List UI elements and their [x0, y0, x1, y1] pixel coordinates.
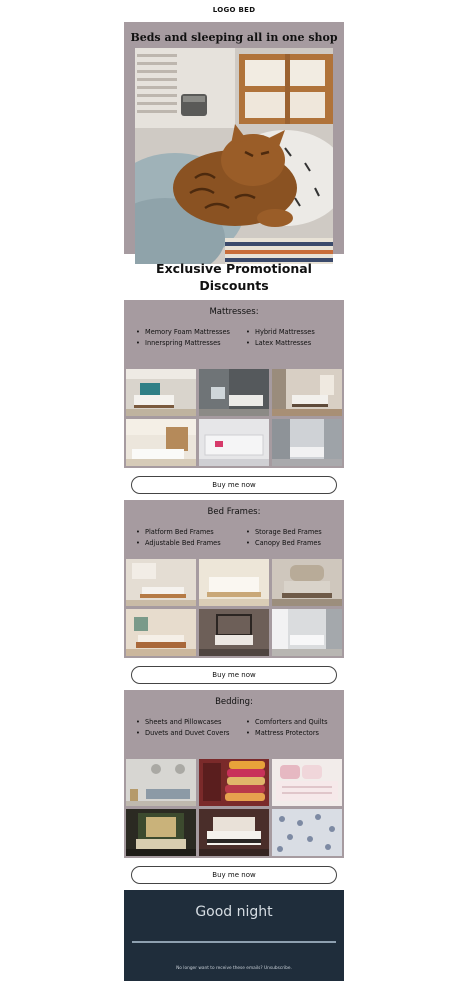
mattress-photo [199, 369, 269, 416]
list-item: • Latex Mattresses [246, 338, 342, 349]
list-item: • Memory Foam Mattresses [136, 327, 234, 338]
bed-frame-photo [126, 609, 196, 656]
bed-frames-list-right [246, 527, 342, 548]
hero-banner [124, 22, 344, 254]
mattresses-buy-button[interactable]: Buy me now [131, 476, 337, 494]
unsubscribe-link[interactable]: No longer want to receive these emails? Unsubscribe. [176, 966, 292, 971]
hero-cat-image [135, 48, 333, 264]
promo-heading-line2: Discounts [199, 278, 269, 293]
bedding-section [124, 690, 344, 858]
list-item: • Sheets and Pillowcases [136, 717, 234, 728]
bedding-photo [126, 759, 196, 806]
mattresses-list-right [246, 327, 342, 348]
bed-frames-section [124, 500, 344, 658]
mattresses-title: Mattresses: [209, 307, 259, 317]
bedding-photo [126, 809, 196, 856]
bedding-gallery [126, 759, 342, 856]
footer-divider [132, 941, 336, 943]
bed-frame-photo [272, 609, 342, 656]
bedding-photo [199, 759, 269, 806]
bedding-list-right [246, 717, 342, 738]
mattress-photo [126, 419, 196, 466]
list-item: • Innerspring Mattresses [136, 338, 234, 349]
bedding-title: Bedding: [215, 697, 253, 707]
bedding-buy-button[interactable]: Buy me now [131, 866, 337, 884]
mattress-photo [272, 419, 342, 466]
list-item: • Canopy Bed Frames [246, 538, 342, 549]
list-item: • Duvets and Duvet Covers [136, 728, 234, 739]
bed-frames-buy-button[interactable]: Buy me now [131, 666, 337, 684]
bed-frame-photo [126, 559, 196, 606]
mattress-photo [126, 369, 196, 416]
bedding-photo [199, 809, 269, 856]
mattress-photo [199, 419, 269, 466]
promo-heading [124, 260, 344, 294]
bed-frame-photo [199, 609, 269, 656]
mattress-photo [272, 369, 342, 416]
hero-title: Beds and sleeping all in one shop [130, 31, 338, 44]
bedding-photo [272, 809, 342, 856]
logo-text: LOGO BED [212, 6, 256, 14]
bedding-photo [272, 759, 342, 806]
list-item: • Mattress Protectors [246, 728, 342, 739]
list-item: • Storage Bed Frames [246, 527, 342, 538]
promo-heading-line1: Exclusive Promotional [156, 261, 312, 276]
bed-frame-photo [199, 559, 269, 606]
bed-frames-title: Bed Frames: [207, 507, 261, 517]
bed-frames-list-left [136, 527, 234, 548]
list-item: • Adjustable Bed Frames [136, 538, 234, 549]
mattresses-list-left [136, 327, 234, 348]
mattresses-gallery [126, 369, 342, 466]
bedding-list-left [136, 717, 234, 738]
footer-greeting: Good night [195, 904, 273, 920]
list-item: • Comforters and Quilts [246, 717, 342, 728]
list-item: • Hybrid Mattresses [246, 327, 342, 338]
footer [124, 890, 344, 981]
mattresses-section [124, 300, 344, 468]
bed-frames-gallery [126, 559, 342, 656]
bed-frame-photo [272, 559, 342, 606]
list-item: • Platform Bed Frames [136, 527, 234, 538]
